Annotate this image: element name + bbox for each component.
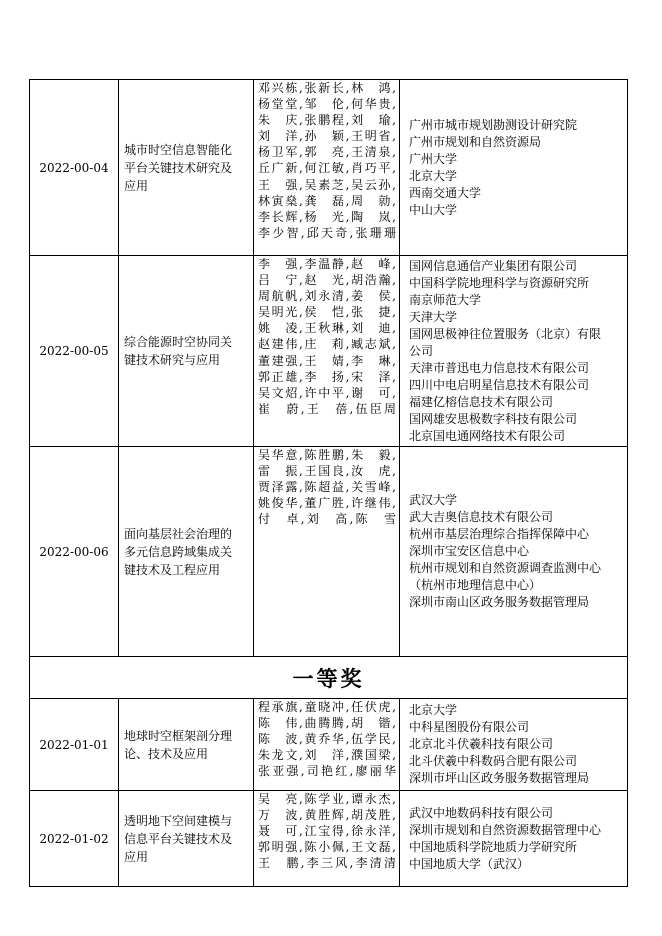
section-header-row xyxy=(30,657,628,699)
completer-names-line: 吴 亮,陈学业,谭永杰, xyxy=(258,792,396,806)
completer-units-line: 深圳市宝安区信息中心 xyxy=(409,544,530,558)
project-title xyxy=(119,256,254,447)
completer-units-line: 天津大学 xyxy=(409,309,458,324)
project-title-line: 城市时空信息智能化 xyxy=(124,142,233,157)
award-id: 2022-00-05 xyxy=(30,256,119,447)
awards-table-body xyxy=(30,80,628,887)
completer-names xyxy=(254,80,400,256)
project-title-line: 应用 xyxy=(124,178,149,193)
completer-units-line: 南京师范大学 xyxy=(409,292,482,307)
completer-names-line: 杨堂堂,邹 伦,何华贵, xyxy=(258,97,396,112)
project-title-line: 论、技术及应用 xyxy=(124,746,209,761)
project-title xyxy=(119,80,254,256)
project-title-line: 地球时空框架剖分理 xyxy=(124,728,233,743)
project-title xyxy=(119,791,254,887)
completer-names-line: 丘广新,何江敏,肖巧平, xyxy=(258,161,396,176)
completer-units-line: 深圳市坪山区政务服务数据管理局 xyxy=(409,771,590,785)
project-title-line: 多元信息跨域集成关 xyxy=(124,544,233,559)
completer-units-line: 国网思极神往位置服务（北京）有限 xyxy=(409,326,602,341)
completer-units-line: 四川中电启明星信息技术有限公司 xyxy=(409,377,590,392)
completer-names-line: 姚 凌,王秋琳,刘 迪, xyxy=(258,321,396,336)
completer-units-line: 公司 xyxy=(409,343,434,358)
completer-names-line: 陈 波,黄乔华,伍学民, xyxy=(258,732,396,747)
award-id: 2022-00-04 xyxy=(30,80,119,256)
award-row xyxy=(30,447,628,657)
completer-names-line: 王 强,吴素芝,吴云孙, xyxy=(258,177,396,192)
completer-units-line: 广州市规划和自然资源局 xyxy=(409,134,542,149)
award-row xyxy=(30,80,628,256)
completer-names-line: 朱 庆,张鹏程,刘 瑜, xyxy=(258,113,396,128)
awards-table xyxy=(29,79,628,887)
completer-names-line: 吴明光,侯 恺,张 捷, xyxy=(258,305,396,320)
completer-units-line: 国网雄安思极数字科技有限公司 xyxy=(409,411,578,426)
completer-names-line: 郭明强,陈小佩,王文磊, xyxy=(258,840,396,855)
completer-units xyxy=(400,256,628,447)
completer-units-line: 北斗伏羲中科数码合肥有限公司 xyxy=(409,754,578,768)
completer-units-line: 武大吉奥信息技术有限公司 xyxy=(409,510,554,524)
completer-units xyxy=(400,80,628,256)
completer-names-line: 邓兴栋,张新长,林 鸿, xyxy=(258,81,396,95)
completer-names-line: 周航帆,刘永清,姜 侯, xyxy=(258,289,396,304)
completer-names-line: 李 强,李温静,赵 峰, xyxy=(258,257,396,271)
completer-units-line: 中国科学院地理科学与资源研究所 xyxy=(409,275,590,290)
section-title: 一等奖 xyxy=(30,657,628,699)
completer-units-line: 中山大学 xyxy=(409,202,458,217)
completer-names-line: 雷 振,王国良,汝 虎, xyxy=(258,464,396,479)
completer-units-line: 北京北斗伏羲科技有限公司 xyxy=(409,737,554,751)
completer-names-line: 贾泽露,陈超益,关雪峰, xyxy=(258,480,396,495)
project-title-line: 综合能源时空协同关 xyxy=(124,335,233,349)
completer-units-line: 杭州市规划和自然资源调查监测中心 xyxy=(409,561,602,575)
completer-units xyxy=(400,447,628,657)
completer-names-line: 赵建伟,庄 莉,臧志斌, xyxy=(258,337,396,352)
project-title-line: 键技术研究与应用 xyxy=(124,353,221,367)
completer-units-line: 深圳市规划和自然资源数据管理中心 xyxy=(409,822,602,837)
award-row xyxy=(30,791,628,887)
award-id: 2022-00-06 xyxy=(30,447,119,657)
completer-names xyxy=(254,699,400,791)
completer-names-line: 聂 可,江宝得,徐永洋, xyxy=(258,824,396,839)
completer-names-line: 付 卓,刘 高,陈 雪 xyxy=(258,512,396,527)
completer-names-line: 张亚强,司艳红,廖丽华 xyxy=(258,764,396,779)
completer-units-line: 中国地质科学院地质力学研究所 xyxy=(409,839,578,854)
completer-names-line: 吕 宁,赵 光,胡浩瀚, xyxy=(258,273,396,288)
completer-names xyxy=(254,256,400,447)
completer-names-line: 吴华意,陈胜鹏,朱 毅, xyxy=(258,448,396,462)
project-title-line: 平台关键技术研究及 xyxy=(124,160,233,175)
completer-units-line: 武汉中地数码科技有限公司 xyxy=(409,805,554,820)
project-title-line: 信息平台关键技术及 xyxy=(124,831,233,846)
completer-units-line: 武汉大学 xyxy=(409,493,458,507)
completer-names-line: 李少智,邱天奇,张珊珊 xyxy=(258,225,396,240)
completer-units-line: 北京国电通网络技术有限公司 xyxy=(409,428,566,443)
completer-units-line: 国网信息通信产业集团有限公司 xyxy=(409,258,578,273)
completer-names xyxy=(254,447,400,657)
completer-names-line: 姚俊华,董广胜,许继伟, xyxy=(258,496,396,511)
completer-units-line: 西南交通大学 xyxy=(409,185,482,200)
completer-units-line: 广州大学 xyxy=(409,151,458,166)
project-title xyxy=(119,699,254,791)
completer-units-line: 广州市城市规划勘测设计研究院 xyxy=(409,117,578,132)
award-row xyxy=(30,699,628,791)
completer-units-line: 中国地质大学（武汉） xyxy=(409,856,530,871)
completer-units-line: 深圳市南山区政务服务数据管理局 xyxy=(409,595,590,609)
completer-names-line: 董建强,王 婧,李 琳, xyxy=(258,353,396,368)
project-title-line: 键技术及工程应用 xyxy=(124,562,221,577)
completer-units-line: 杭州市基层治理综合指挥保障中心 xyxy=(409,527,590,541)
completer-names-line: 程承旗,童晓冲,任伏虎, xyxy=(258,700,396,714)
completer-names-line: 杨卫军,郭 亮,王清泉, xyxy=(258,145,396,160)
completer-names-line: 王 鹏,李三风,李清清 xyxy=(258,856,396,871)
project-title xyxy=(119,447,254,657)
project-title-line: 面向基层社会治理的 xyxy=(124,526,233,541)
completer-units-line: 福建亿榕信息技术有限公司 xyxy=(409,394,554,409)
completer-names-line: 郭正雄,李 扬,宋 泽, xyxy=(258,369,396,384)
project-title-line: 透明地下空间建模与 xyxy=(124,813,233,828)
completer-units xyxy=(400,791,628,887)
completer-units xyxy=(400,699,628,791)
completer-units-line: 北京大学 xyxy=(409,703,458,717)
award-row xyxy=(30,256,628,447)
completer-units-line: 中科星图股份有限公司 xyxy=(409,720,530,734)
completer-names-line: 崔 蔚,王 蓓,伍臣周 xyxy=(258,401,396,416)
completer-units-line: （杭州市地理信息中心） xyxy=(409,578,542,592)
completer-names-line: 林寅燊,龚 磊,周 勍, xyxy=(258,193,396,208)
award-id: 2022-01-01 xyxy=(30,699,119,791)
completer-names-line: 陈 伟,曲腾腾,胡 锴, xyxy=(258,716,396,731)
project-title-line: 应用 xyxy=(124,849,149,864)
completer-units-line: 天津市普迅电力信息技术有限公司 xyxy=(409,360,590,375)
completer-units-line: 北京大学 xyxy=(409,168,458,183)
completer-names-line: 朱龙文,刘 洋,濮国梁, xyxy=(258,748,396,763)
completer-names xyxy=(254,791,400,887)
completer-names-line: 刘 洋,孙 颖,王明省, xyxy=(258,129,396,144)
completer-names-line: 吴文炤,许中平,谢 可, xyxy=(258,385,396,400)
completer-names-line: 万 波,黄胜辉,胡茂胜, xyxy=(258,808,396,823)
award-id: 2022-01-02 xyxy=(30,791,119,887)
completer-names-line: 李长辉,杨 光,陶 岚, xyxy=(258,209,396,224)
